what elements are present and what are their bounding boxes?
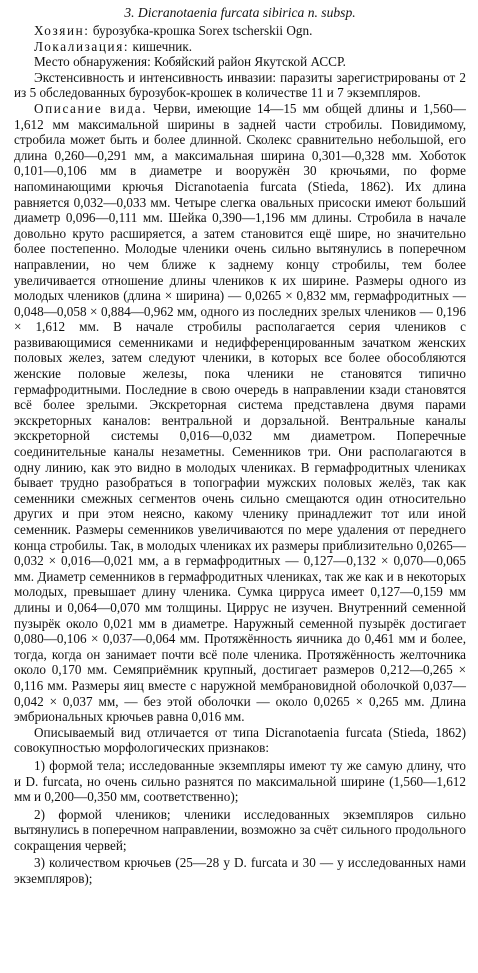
host-label: Хозяин: bbox=[34, 23, 90, 38]
localization-line bbox=[14, 39, 466, 55]
description-text: Черви, имеющие 14—15 мм общей длины и 1,560—1,612 мм максимальной ширины в задней части стробилы. Повидимому, стробила может быть и более длинной. Сколекс сравнительно небольшой, его длина 0,260—0,291 мм, а максимальная ширина 0,301—0,328 мм. Хоботок 0,101—0,106 мм в диаметре и вооружён 30 крючьями, по форме напоминающими крючья Dicranotaenia furcata (Stieda, 1862). Их длина равняется 0,032—0,033 мм. Четыре слегка овальных присоски имеют больший диаметр 0,096—0,111 мм. Шейка 0,390—1,196 мм длины. Стробила в начале довольно круто расширяется, а затем становится ещё шире, но значительно более постепенно. Молодые членики очень сильно вытянулись в поперечном направлении, но чем ближе к заднему концу стробилы, тем более увеличивается отношение длины члеников к их ширине. Размеры одного из молодых члеников (длина × ширина) — 0,0265 × 0,832 мм, гермафродитных — 0,048—0,058 × 0,884—0,962 мм, одного из последних зрелых члеников — 0,196 × 1,612 мм. В начале стробилы располагается серия члеников с развивающимися семенниками и недифференцированным зачатком женских половых желез, затем следуют членики, в которых все более обособляются женские половые железы, пока членики не становятся типично гермафродитными. Последние в свою очередь в направлении кзади становятся всё более зрелыми. Экскреторная система представлена двумя парами экскреторных каналов: вентральной и дорзальной. Вентральные каналы экскреторной системы 0,016—0,032 мм диаметром. Поперечные соединительные каналы незаметны. Семенников три. Они располагаются в одну линию, как это видно в молодых члениках. В гермафродитных члениках бывает трудно разобраться в топографии мужских половых желёз, так как семенники смежных сегментов очень сильно смещаются один относительно других и при этом неясно, какому членику принадлежит тот или иной семенник. Размеры семенников увеличиваются по мере удаления от переднего конца стробилы. Так, в молодых члениках их размеры приблизительно 0,0265—0,032 × 0,016—0,021 мм, а в гермафродитных — 0,127—0,132 × 0,070—0,065 мм. Диаметр семенников в гермафродитных члениках, так же как и в некоторых молодых, превышает длину членика. Сумка цирруса имеет 0,127—0,159 мм длины и 0,064—0,070 мм толщины. Циррус не изучен. Внутренний семенной пузырёк около 0,021 мм в диаметре. Наружный семенной пузырёк достигает 0,080—0,106 × 0,037—0,064 мм. Протяжённость яичника до 0,461 мм и более, тогда, когда он занимает почти всё поле членика. Протяжённость желточника около 0,170 мм. Семяприёмник крупный, достигает размеров 0,212—0,265 × 0,116 мм. Размеры яиц вместе с наружной мембрановидной оболочкой 0,037—0,042 × 0,037 мм, — без этой оболочки — около 0,0265 × 0,265 мм. Длина эмбриональных крючьев равна 0,016 мм. bbox=[14, 100, 466, 725]
localization-value: кишечник. bbox=[129, 38, 193, 54]
localization-label: Локализация: bbox=[34, 38, 130, 54]
comparison-item-2: 2) формой члеников; членики исследованных экземпляров сильно вытянулись в поперечном направлении, возможно за счёт сильного продольного сокращения червей; bbox=[14, 806, 466, 853]
comparison-intro: Описываемый вид отличается от типа Dicranotaenia furcata (Stieda, 1862) совокупностью морфологических признаков: bbox=[14, 724, 466, 756]
host-line bbox=[14, 23, 466, 39]
section-title: 3. Dicranotaenia furcata sibirica n. subsp. bbox=[124, 5, 356, 20]
description-heading: Описание вида. bbox=[34, 100, 148, 116]
place-line: Место обнаружения: Кобяйский район Якутской АССР. bbox=[34, 54, 346, 70]
host-value: бурозубка-крошка Sorex tscherskii Ogn. bbox=[89, 23, 313, 38]
comparison-item-3: 3) количеством крючьев (25—28 у D. furcata и 30 — у исследованных нами экземпляров); bbox=[14, 855, 466, 887]
invasion-paragraph: Экстенсивность и интенсивность инвазии: паразиты зарегистрированы от 2 из 5 обследованных бурозубок-крошек в количестве 11 и 7 экземпляров. bbox=[14, 69, 466, 101]
comparison-item-1: 1) формой тела; исследованные экземпляры имеют ту же самую длину, что и D. furcata, но очень сильно разнятся по максимальной ширине (1,560—1,612 мм и 0,200—0,350 мм, соответственно); bbox=[14, 757, 466, 805]
description-paragraph bbox=[14, 101, 466, 725]
